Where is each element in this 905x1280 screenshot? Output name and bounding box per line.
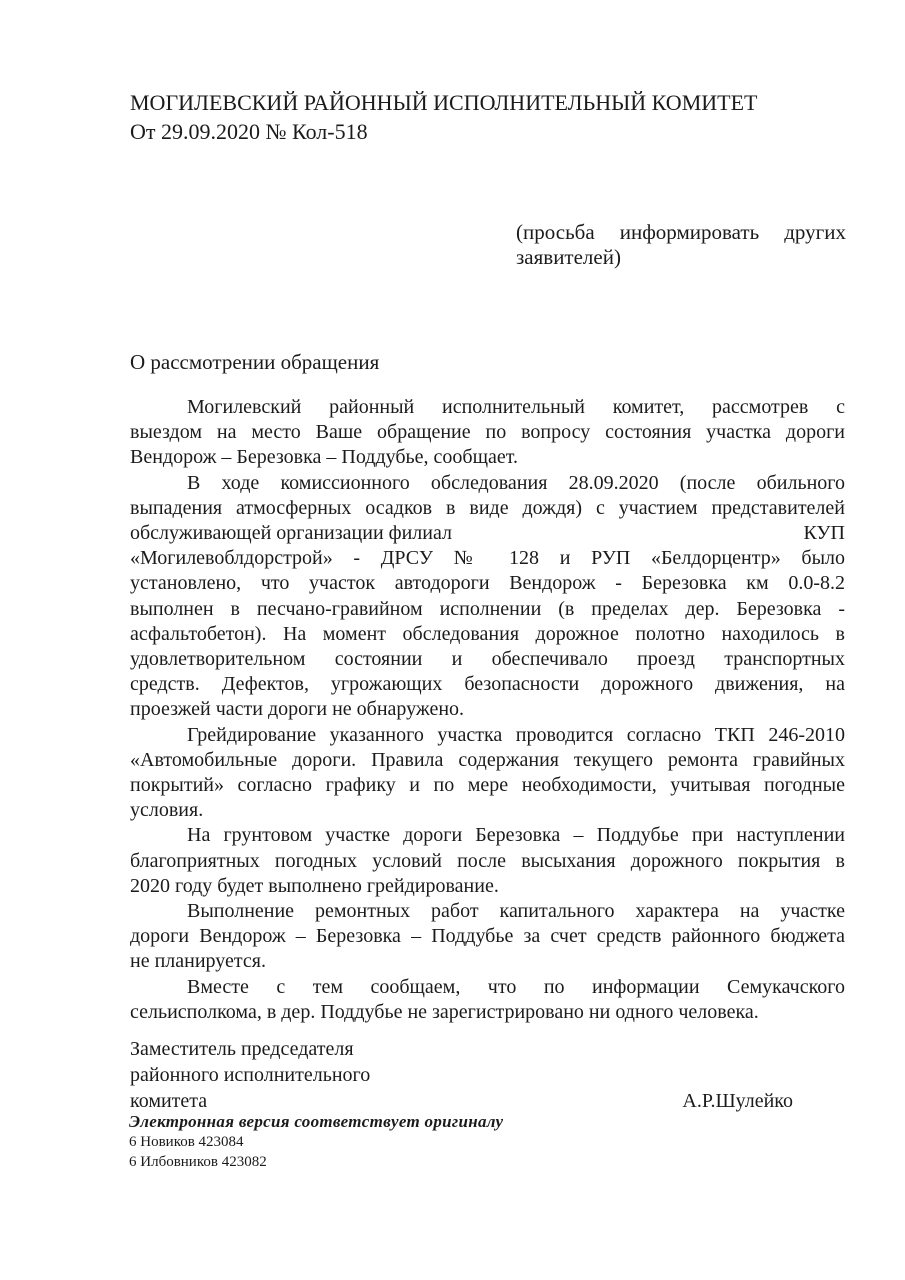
signatory-name: А.Р.Шулейко: [682, 1090, 793, 1112]
body-line: выпадения атмосферных осадков в виде дождя) с участием представителей: [130, 496, 845, 519]
body-line: благоприятных погодных условий после высыхания дорожного покрытия в: [130, 849, 845, 872]
body-line: асфальтобетон). На момент обследования дорожное полотно находилось в: [130, 622, 845, 645]
body-line: Вендорож – Березовка – Поддубье, сообщает.: [130, 446, 518, 469]
body-line: Грейдирование указанного участка проводится согласно ТКП 246-2010: [187, 723, 845, 746]
signature-title-line: Заместитель председателя: [130, 1038, 354, 1060]
body-line: выполнен в песчано-гравийном исполнении (в пределах дер. Березовка -: [130, 597, 845, 620]
body-line: покрытий» согласно графику и по мере необходимости, учитывая погодные: [130, 774, 845, 797]
letterhead: [130, 88, 845, 146]
body-line: В ходе комиссионного обследования 28.09.2020 (после обильного: [187, 471, 845, 494]
body-line: сельисполкома, в дер. Поддубье не зарегистрировано ни одного человека.: [130, 1000, 759, 1023]
contact-line: 6 Новиков 423084: [129, 1134, 244, 1150]
org-name: МОГИЛЕВСКИЙ РАЙОННЫЙ ИСПОЛНИТЕЛЬНЫЙ КОМИТЕТ: [130, 90, 758, 115]
body-line: «Автомобильные дороги. Правила содержания текущего ремонта гравийных: [130, 748, 845, 771]
body-line: «Могилевоблдорстрой» - ДРСУ № 128 и РУП «Белдорцентр» было: [130, 547, 845, 570]
recipient-note-line: заявителей): [516, 245, 621, 269]
signature-title-line: районного исполнительного: [130, 1064, 371, 1086]
signature-title-line: комитета: [130, 1090, 208, 1112]
footer-block: [129, 1110, 844, 1172]
ref-line: От 29.09.2020 № Кол-518: [130, 119, 368, 144]
body-line-segment: обслуживающей организации филиал: [130, 522, 453, 545]
body-line: Могилевский районный исполнительный комитет, рассмотрев с: [187, 396, 845, 418]
body-line: Выполнение ремонтных работ капитального характера на участке: [187, 900, 845, 923]
letter-body: [130, 395, 845, 1025]
electronic-version-note: Электронная версия соответствует оригиналу: [129, 1112, 504, 1131]
body-line: 2020 году будет выполнено грейдирование.: [130, 874, 499, 897]
body-line: условия.: [130, 799, 204, 822]
contact-line: 6 Илбовников 423082: [129, 1153, 267, 1170]
body-line: удовлетворительном состоянии и обеспечивало проезд транспортных: [130, 648, 845, 671]
body-line: средств. Дефектов, угрожающих безопасности дорожного движения, на: [130, 673, 845, 696]
subject-line: О рассмотрении обращения: [130, 350, 380, 374]
signature-block: [130, 1036, 845, 1114]
body-line: Вместе с тем сообщаем, что по информации Семукачского: [187, 975, 845, 998]
body-line: установлено, что участок автодороги Вендорож - Березовка км 0.0-8.2: [130, 572, 845, 595]
recipient-note: [516, 220, 846, 270]
body-line: дороги Вендорож – Березовка – Поддубье за счет средств районного бюджета: [130, 925, 845, 948]
body-line-segment: КУП: [803, 522, 845, 545]
body-line: На грунтовом участке дороги Березовка – Поддубье при наступлении: [187, 824, 845, 847]
recipient-note-line: (просьба информировать других: [516, 220, 846, 244]
body-line: не планируется.: [130, 950, 266, 973]
body-line: [130, 521, 845, 546]
body-line: выездом на место Ваше обращение по вопросу состояния участка дороги: [130, 421, 845, 444]
body-line: проезжей части дороги не обнаружено.: [130, 698, 465, 721]
